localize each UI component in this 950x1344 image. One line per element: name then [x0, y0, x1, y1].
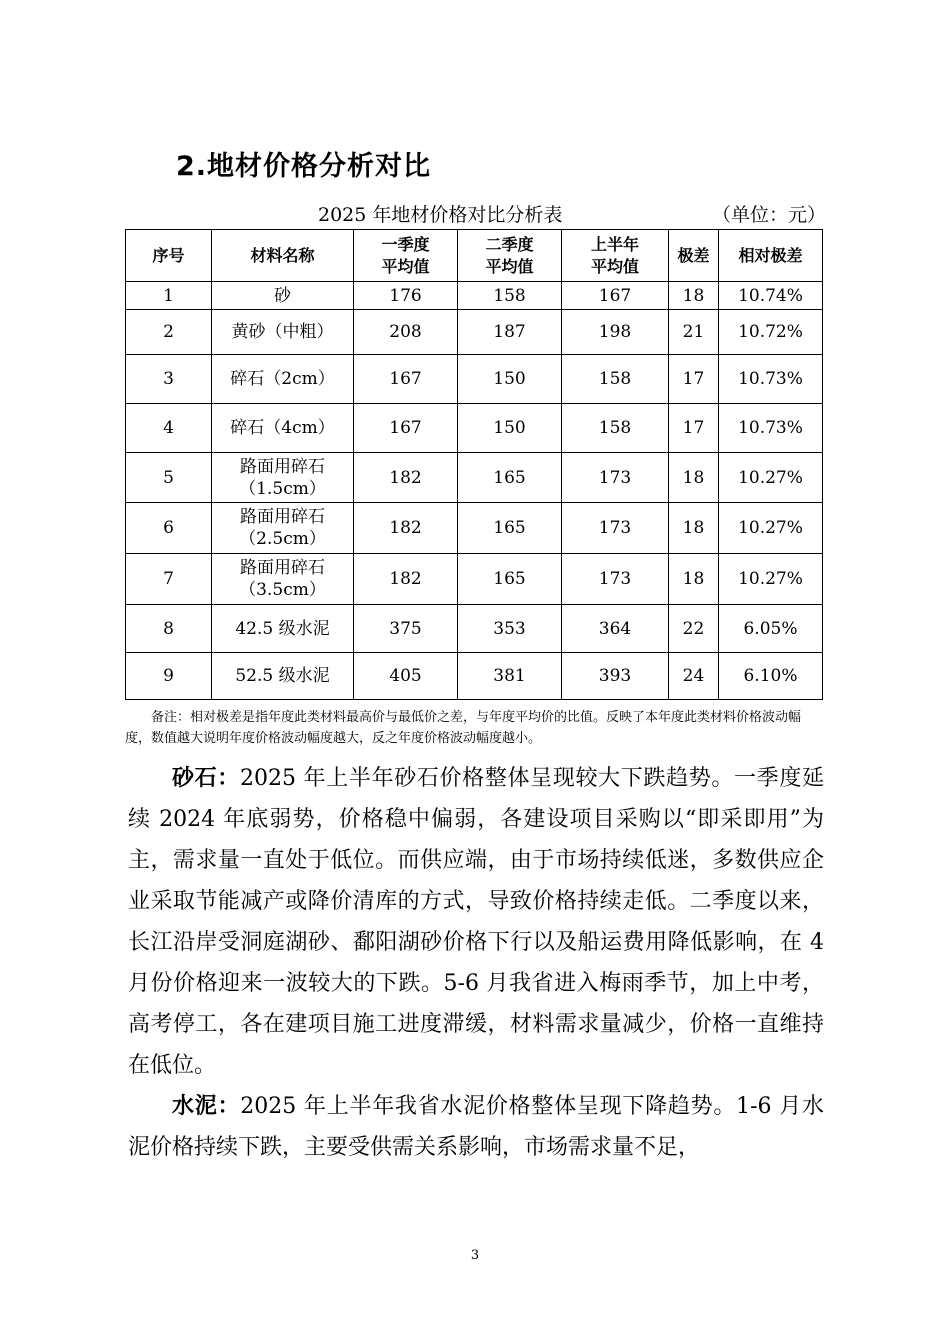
cell-q1: 208: [354, 310, 458, 355]
paragraph-sand-stone: [128, 758, 824, 1086]
cell-name: 路面用碎石 （3.5cm）: [212, 554, 354, 605]
cell-h1: 173: [562, 453, 669, 503]
cell-q1: 182: [354, 503, 458, 554]
cell-name: 黄砂（中粗）: [212, 310, 354, 355]
header-cell-q2: 二季度 平均值: [458, 230, 562, 282]
cell-q1: 182: [354, 554, 458, 605]
cell-q1: 176: [354, 282, 458, 310]
cell-h1: 167: [562, 282, 669, 310]
header-cell-name: 材料名称: [212, 230, 354, 282]
price-comparison-table: [125, 229, 823, 700]
table-row: [126, 653, 823, 700]
cell-range: 18: [669, 554, 719, 605]
cell-no: 9: [126, 653, 212, 700]
cell-name: 路面用碎石 （2.5cm）: [212, 503, 354, 554]
cell-no: 7: [126, 554, 212, 605]
cell-range: 22: [669, 605, 719, 653]
paragraph-body: 2025 年上半年我省水泥价格整体呈现下降趋势。1-6 月水泥价格持续下跌，主要受供需关系影响，市场需求量不足，: [128, 1094, 824, 1160]
cell-h1: 198: [562, 310, 669, 355]
cell-range: 18: [669, 282, 719, 310]
table-unit: （单位：元）: [712, 204, 827, 226]
table-row: [126, 503, 823, 554]
table-row: [126, 310, 823, 355]
table-row: [126, 404, 823, 453]
cell-q2: 165: [458, 453, 562, 503]
cell-no: 5: [126, 453, 212, 503]
cell-h1: 173: [562, 503, 669, 554]
table-header-row: [126, 230, 823, 282]
cell-name: 52.5 级水泥: [212, 653, 354, 700]
cell-q2: 158: [458, 282, 562, 310]
cell-h1: 364: [562, 605, 669, 653]
paragraph-lead: 砂石：: [172, 766, 240, 791]
cell-range: 24: [669, 653, 719, 700]
header-cell-relative-range: 相对极差: [719, 230, 823, 282]
cell-q1: 182: [354, 453, 458, 503]
header-cell-h1: 上半年 平均值: [562, 230, 669, 282]
header-cell-no: 序号: [126, 230, 212, 282]
cell-q1: 375: [354, 605, 458, 653]
header-cell-range: 极差: [669, 230, 719, 282]
cell-name: 碎石（4cm）: [212, 404, 354, 453]
cell-q2: 165: [458, 554, 562, 605]
cell-range: 17: [669, 355, 719, 404]
section-heading: 2.地材价格分析对比: [176, 151, 432, 182]
cell-q2: 150: [458, 404, 562, 453]
cell-no: 1: [126, 282, 212, 310]
paragraph-body: 2025 年上半年砂石价格整体呈现较大下跌趋势。一季度延续 2024 年底弱势，价格稳中偏弱，各建设项目采购以“即采即用”为主，需求量一直处于低位。而供应端，由于市场持续低迷，多数供应企业采取节能减产或降价清库的方式，导致价格持续走低。二季度以来，长江沿岸受洞庭湖砂、鄱阳湖砂价格下行以及船运费用降低影响，在 4 月份价格迎来一波较大的下跌。5-6 月我省进入梅雨季节，加上中考，高考停工，各在建项目施工进度滞缓，材料需求量减少，价格一直维持在低位。: [128, 766, 824, 1078]
cell-q2: 353: [458, 605, 562, 653]
cell-relative-range: 10.73%: [719, 355, 823, 404]
table-row: [126, 355, 823, 404]
body-text: [128, 758, 824, 1168]
cell-q1: 167: [354, 355, 458, 404]
cell-name: 碎石（2cm）: [212, 355, 354, 404]
cell-relative-range: 10.27%: [719, 503, 823, 554]
cell-q2: 187: [458, 310, 562, 355]
cell-q1: 167: [354, 404, 458, 453]
cell-relative-range: 10.27%: [719, 453, 823, 503]
cell-no: 4: [126, 404, 212, 453]
cell-name: 42.5 级水泥: [212, 605, 354, 653]
cell-range: 18: [669, 453, 719, 503]
cell-relative-range: 6.05%: [719, 605, 823, 653]
cell-relative-range: 6.10%: [719, 653, 823, 700]
cell-h1: 158: [562, 355, 669, 404]
cell-q2: 165: [458, 503, 562, 554]
cell-h1: 173: [562, 554, 669, 605]
page-number: 3: [470, 1248, 480, 1263]
cell-range: 18: [669, 503, 719, 554]
cell-q2: 150: [458, 355, 562, 404]
cell-relative-range: 10.72%: [719, 310, 823, 355]
cell-q1: 405: [354, 653, 458, 700]
table-caption: 2025 年地材价格对比分析表: [318, 204, 563, 226]
cell-h1: 158: [562, 404, 669, 453]
cell-relative-range: 10.73%: [719, 404, 823, 453]
table-row: [126, 453, 823, 503]
table-row: [126, 554, 823, 605]
table-row: [126, 282, 823, 310]
cell-no: 2: [126, 310, 212, 355]
cell-range: 17: [669, 404, 719, 453]
header-cell-q1: 一季度 平均值: [354, 230, 458, 282]
cell-relative-range: 10.74%: [719, 282, 823, 310]
cell-no: 6: [126, 503, 212, 554]
paragraph-cement: [128, 1086, 824, 1168]
cell-range: 21: [669, 310, 719, 355]
cell-q2: 381: [458, 653, 562, 700]
cell-name: 路面用碎石 （1.5cm）: [212, 453, 354, 503]
paragraph-lead: 水泥：: [172, 1094, 241, 1119]
table-footnote: 备注：相对极差是指年度此类材料最高价与最低价之差，与年度平均价的比值。反映了本年度此类材料价格波动幅度，数值越大说明年度价格波动幅度越大，反之年度价格波动幅度越小。: [125, 710, 802, 746]
cell-h1: 393: [562, 653, 669, 700]
cell-no: 8: [126, 605, 212, 653]
table-row: [126, 605, 823, 653]
cell-name: 砂: [212, 282, 354, 310]
cell-relative-range: 10.27%: [719, 554, 823, 605]
cell-no: 3: [126, 355, 212, 404]
